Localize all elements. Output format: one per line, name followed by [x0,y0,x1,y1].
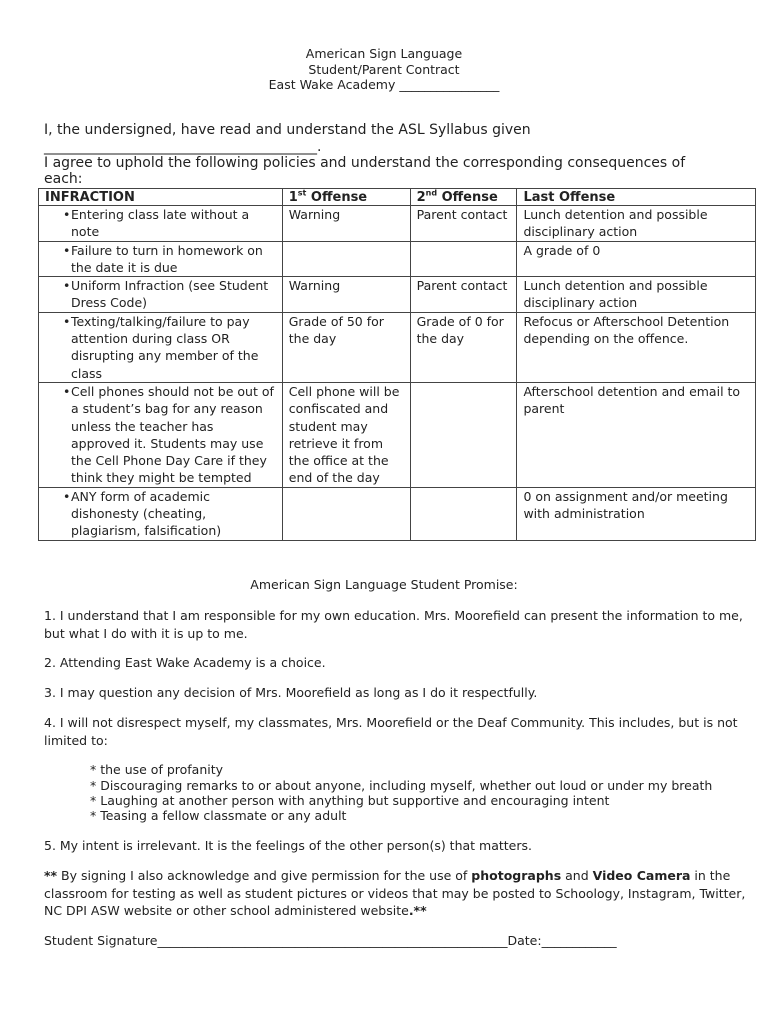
infraction-cell: • Failure to turn in homework on the date it is due [39,241,283,277]
header-first-offense: 1st Offense [282,189,410,206]
promise-item-3: 3. I may question any decision of Mrs. Moorefield as long as I do it respectfully. [44,685,538,700]
intro-line-2: I agree to uphold the following policies and understand the corresponding consequences of [44,155,686,171]
promise-title: American Sign Language Student Promise: [250,577,518,592]
last-offense-cell: Lunch detention and possible disciplinary action [517,277,756,313]
second-offense-cell [410,241,517,277]
last-offense-cell: 0 on assignment and/or meeting with administration [517,487,756,540]
promise-item-1: 1. I understand that I am responsible for my own education. Mrs. Moorefield can present the information to me, but what I do with it is up to me. [44,608,743,641]
promise-subitem: * Laughing at another person with anything but supportive and encouraging intent [90,793,610,808]
signature-line[interactable]: Student Signature________________________________________________________Date:____________ [44,933,617,948]
first-offense-cell: Cell phone will be confiscated and student may retrieve it from the office at the end of the day [282,382,410,487]
infraction-cell: • Texting/talking/failure to pay attention during class OR disrupting any member of the class [39,312,283,382]
infraction-cell: • Cell phones should not be out of a student’s bag for any reason unless the teacher has approved it. Students may use the Cell Phone Day Care if they think they might be tempted [39,382,283,487]
table-row [39,206,756,242]
promise-item-4: 4. I will not disrespect myself, my classmates, Mrs. Moorefield or the Deaf Community. This includes, but is not limited to: [44,715,738,748]
last-offense-cell: A grade of 0 [517,241,756,277]
table-row [39,382,756,487]
table-row [39,487,756,540]
intro-line-1: I, the undersigned, have read and understand the ASL Syllabus given [44,122,531,138]
syllabus-date-blank: _______________________________________. [44,139,322,155]
bullet: • [63,207,71,222]
bullet: • [63,488,71,504]
bullet: • [63,278,71,294]
last-offense-cell: Lunch detention and possible disciplinary action [517,206,756,242]
promise-item-5: 5. My intent is irrelevant. It is the feelings of the other person(s) that matters. [44,838,532,853]
second-offense-cell: Parent contact [410,277,517,313]
second-offense-cell [410,382,517,487]
doc-subtitle: Student/Parent Contract [308,62,460,77]
first-offense-cell: Grade of 50 for the day [282,312,410,382]
promise-subitem: * Discouraging remarks to or about anyone, including myself, whether out loud or under my breath [90,778,713,793]
bullet: • [63,383,71,399]
infraction-cell: • Uniform Infraction (see Student Dress Code) [39,277,283,313]
table-row [39,312,756,382]
bullet: • [63,313,71,329]
table-row [39,277,756,313]
doc-title: American Sign Language [305,46,463,61]
intro-line-3: each: [44,171,83,187]
promise-subitem: * the use of profanity [90,762,224,777]
first-offense-cell: Warning [282,206,410,242]
first-offense-cell [282,487,410,540]
second-offense-cell: Grade of 0 for the day [410,312,517,382]
header-last-offense: Last Offense [517,189,756,206]
infraction-cell: • ANY form of academic dishonesty (cheating, plagiarism, falsification) [39,487,283,540]
header-second-offense: 2nd Offense [410,189,517,206]
consequences-table [38,188,756,541]
infraction-cell: • Entering class late without a note [39,206,283,242]
last-offense-cell: Refocus or Afterschool Detention depending on the offence. [517,312,756,382]
header-infraction: INFRACTION [39,189,283,206]
table-row [39,241,756,277]
school-line: East Wake Academy ________________ [268,77,500,92]
promise-item-2: 2. Attending East Wake Academy is a choice. [44,655,326,670]
promise-subitem: * Teasing a fellow classmate or any adult [90,808,347,823]
last-offense-cell: Afterschool detention and email to parent [517,382,756,487]
second-offense-cell [410,487,517,540]
first-offense-cell: Warning [282,277,410,313]
bullet: • [63,242,71,258]
table-header-row [39,189,756,206]
second-offense-cell: Parent contact [410,206,517,242]
media-consent: ** By signing I also acknowledge and give permission for the use of photographs and Video Camera in the classroom for testing as well as student pictures or videos that may be posted to Schoology, Instagram, Twitter, NC DPI ASW website or other school administered website.** [44,868,746,918]
first-offense-cell [282,241,410,277]
